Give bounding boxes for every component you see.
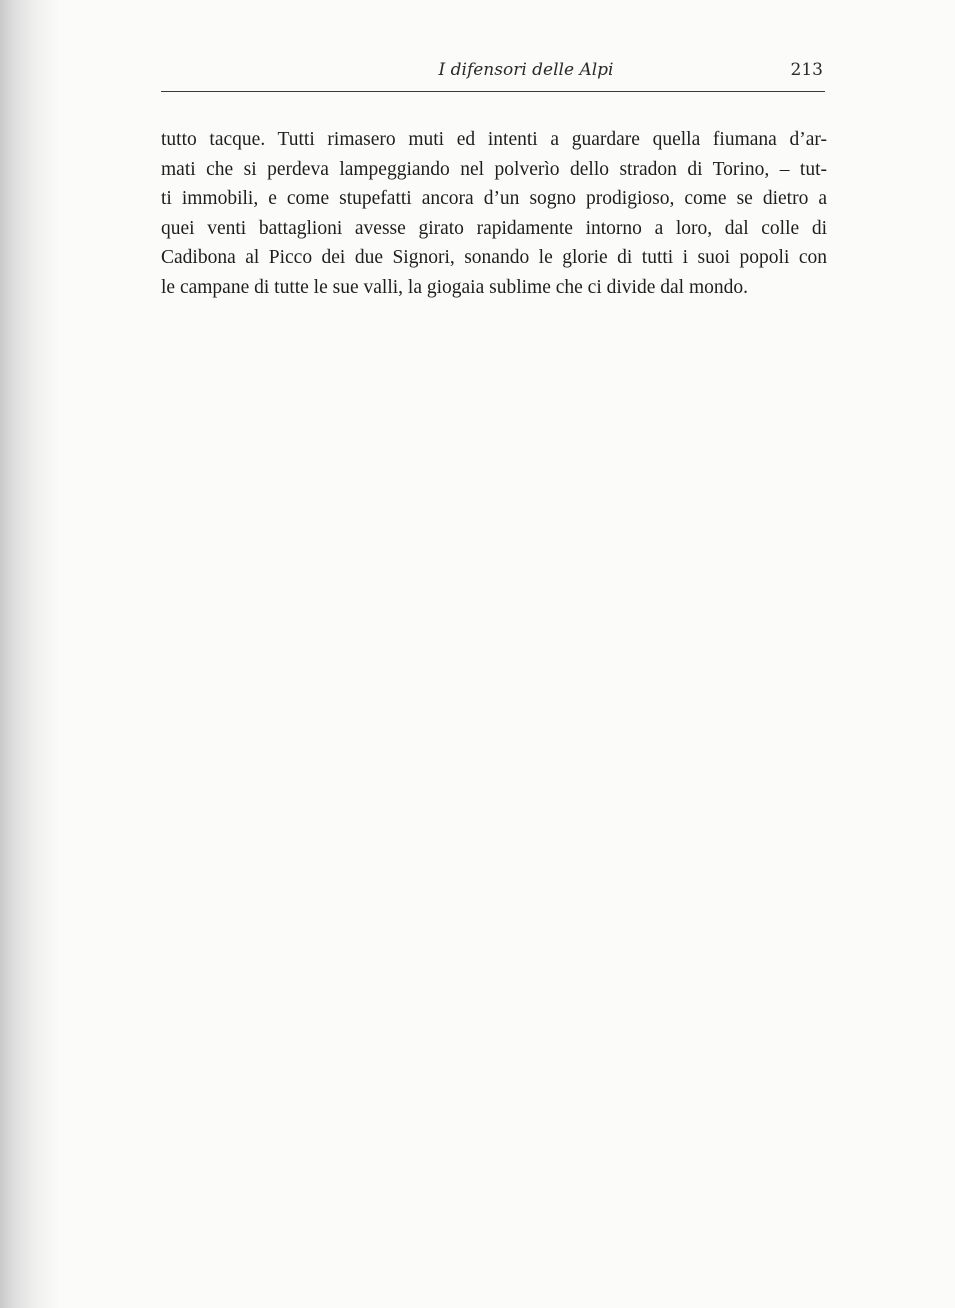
running-title: I difensori delle Alpi (438, 60, 614, 80)
text-line: le campane di tutte le sue valli, la giogaia sublime che ci divide dal mondo. (161, 276, 748, 298)
binding-shadow (0, 0, 60, 1308)
text-line: mati che si perdeva lampeggiando nel polverìo dello stradon di Torino, – tut- (161, 158, 827, 180)
text-line: ti immobili, e come stupefatti ancora d’un sogno prodigioso, come se dietro a (161, 188, 827, 209)
header-rule (161, 91, 825, 92)
text-line: quei venti battaglioni avesse girato rapidamente intorno a loro, dal colle di (161, 217, 827, 239)
text-line: tutto tacque. Tutti rimasero muti ed intenti a guardare quella fiumana d’ar- (161, 129, 827, 150)
body-paragraph (161, 125, 827, 302)
text-line: Cadibona al Picco dei due Signori, sonando le glorie di tutti i suoi popoli con (161, 247, 827, 268)
page-number: 213 (790, 60, 823, 80)
running-head (161, 58, 823, 88)
